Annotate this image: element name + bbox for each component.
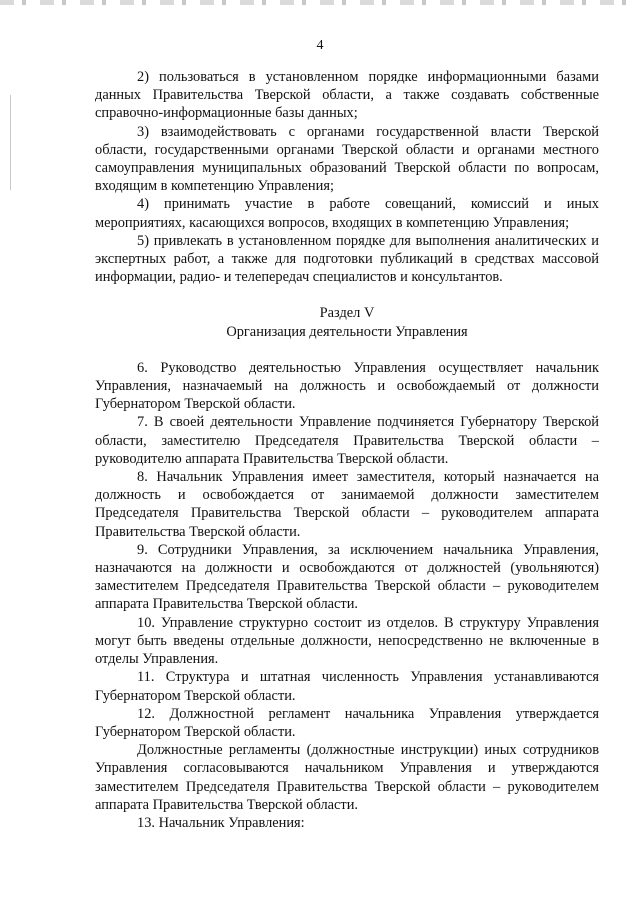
page-number: 4 [316,38,324,53]
paragraph-12-continuation: Должностные регламенты (должностные инструкции) иных сотрудников Управления согласовываются начальником Управления и утверждаются заместителем Председателя Правительства Тверской области – руководителем аппарата Правительства Тверской области. [95,742,599,813]
scan-edge-artifact [0,0,640,5]
paragraph-9: 9. Сотрудники Управления, за исключением начальника Управления, назначаются на должности и освобождаются от должностей (увольняются) заместителем Председателя Правительства Тверской области – руководителем аппарата Правительства Тверской области. [95,541,599,613]
paragraph-13: 13. Начальник Управления: [137,814,305,831]
spacer [95,341,599,359]
paragraph-item-5: 5) привлекать в установленном порядке для выполнения аналитических и экспертных работ, а также для подготовки публикаций в средствах массовой информации, радио- и телепередач специалистов и консультантов. [95,232,599,286]
paragraph-item-4: 4) принимать участие в работе совещаний, комиссий и иных мероприятиях, касающихся вопросов, входящих в компетенцию Управления; [95,196,599,231]
document-body [95,68,599,832]
paragraph-10: 10. Управление структурно состоит из отделов. В структуру Управления могут быть введены отдельные должности, непосредственно не включенные в отделы Управления. [95,614,599,668]
paragraph-7: 7. В своей деятельности Управление подчиняется Губернатору Тверской области, заместителю Председателя Правительства Тверской области – руководителю аппарата Правительства Тверской области. [95,414,599,467]
spacer [95,286,599,304]
paragraph-item-2: 2) пользоваться в установленном порядке информационными базами данных Правительства Тверской области, а также создавать собственные справочно-информационные базы данных; [95,69,599,122]
section-title: Организация деятельности Управления [226,323,468,340]
paragraph-8: 8. Начальник Управления имеет заместителя, который назначается на должность и освобождается от занимаемой должности заместителем Председателя Правительства Тверской области – руководителем аппарата Правительства Тверской области. [95,469,599,540]
paragraph-12: 12. Должностной регламент начальника Управления утверждается Губернатором Тверской области. [95,705,599,740]
paragraph-item-3: 3) взаимодействовать с органами государственной власти Тверской области, государственными органами Тверской области и органами местного самоуправления муниципальных образований Тверской области по вопросам, входящим в компетенцию Управления; [95,123,599,195]
paragraph-6: 6. Руководство деятельностью Управления осуществляет начальник Управления, назначаемый на должность и освобождаемый от должности Губернатором Тверской области. [95,359,599,413]
paragraph-11: 11. Структура и штатная численность Управления устанавливаются Губернатором Тверской области. [95,669,599,704]
scan-margin-line [10,95,11,190]
section-number: Раздел V [319,305,375,322]
